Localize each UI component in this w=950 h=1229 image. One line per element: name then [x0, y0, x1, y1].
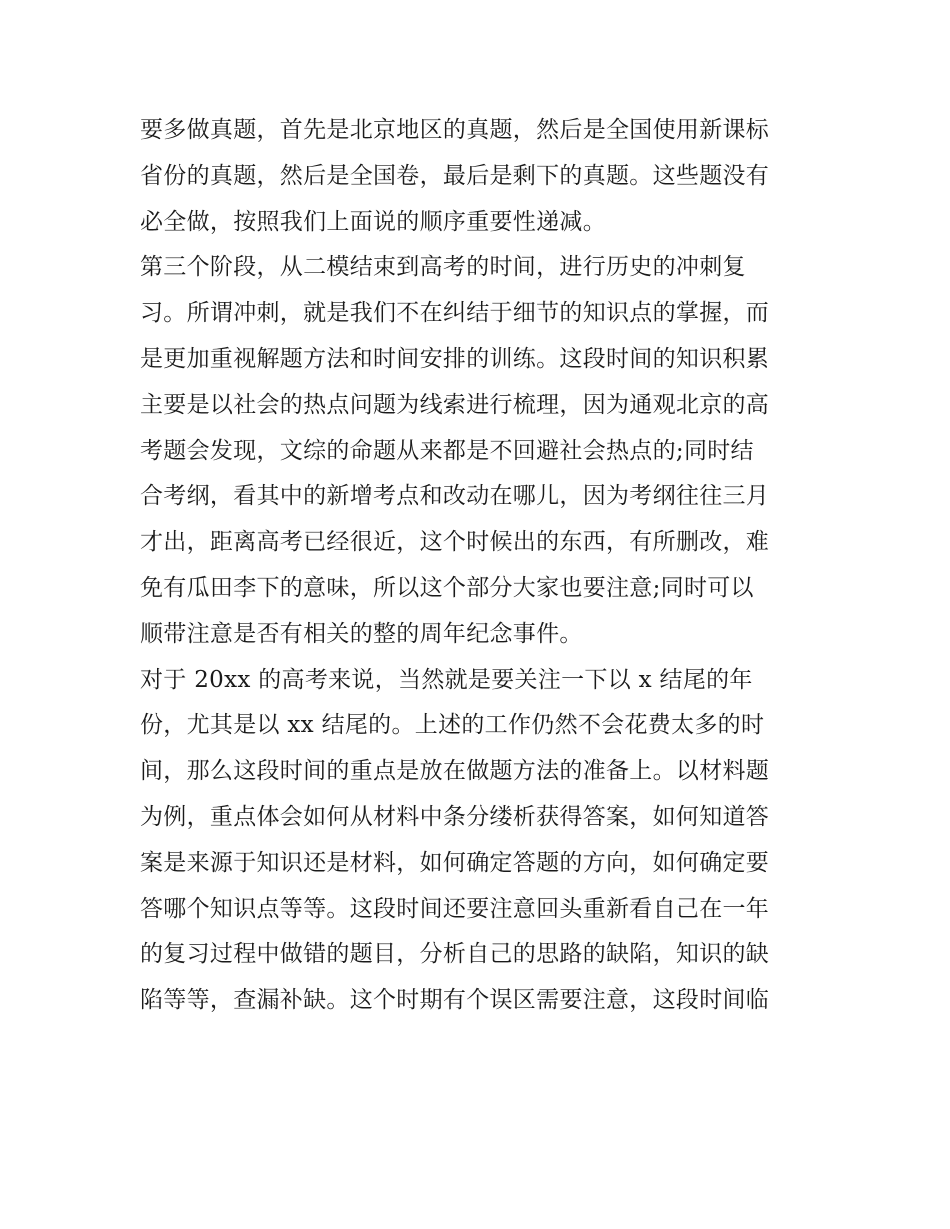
text-line: 陷等等，查漏补缺。这个时期有个误区需要注意，这段时间临 — [140, 987, 770, 1014]
text-line: 合考纲，看其中的新增考点和改动在哪儿，因为考纲往往三月 — [140, 483, 770, 510]
text-line: 顺带注意是否有相关的整的周年纪念事件。 — [140, 620, 583, 647]
text-line: 考题会发现，文综的命题从来都是不回避社会热点的;同时结 — [140, 437, 754, 464]
text-line: 要多做真题，首先是北京地区的真题，然后是全国使用新课标 — [140, 117, 770, 143]
text-line: 第三个阶段，从二模结束到高考的时间，进行历史的冲刺复 — [140, 254, 746, 281]
text-line: 必全做，按照我们上面说的顺序重要性递减。 — [140, 208, 606, 235]
text-line: 习。所谓冲刺，就是我们不在纠结于细节的知识点的掌握，而 — [140, 300, 770, 327]
text-line: 案是来源于知识还是材料，如何确定答题的方向，如何确定要 — [140, 849, 770, 876]
text-line: 才出，距离高考已经很近，这个时候出的东西，有所删改，难 — [140, 529, 770, 556]
text-line: 为例，重点体会如何从材料中条分缕析获得答案，如何知道答 — [140, 803, 770, 830]
body-text — [140, 108, 820, 1024]
text-line: 免有瓜田李下的意味，所以这个部分大家也要注意;同时可以 — [140, 574, 754, 601]
text-line: 主要是以社会的热点问题为线索进行梳理，因为通观北京的高 — [140, 391, 770, 418]
text-line: 省份的真题，然后是全国卷，最后是剩下的真题。这些题没有 — [140, 162, 770, 189]
text-line: 答哪个知识点等等。这段时间还要注意回头重新看自己在一年 — [140, 895, 770, 922]
text-line: 对于 20xx 的高考来说，当然就是要关注一下以 x 结尾的年 — [140, 666, 753, 693]
text-line: 份，尤其是以 xx 结尾的。上述的工作仍然不会花费太多的时 — [140, 712, 765, 739]
text-line: 间，那么这段时间的重点是放在做题方法的准备上。以材料题 — [140, 758, 770, 785]
text-line: 是更加重视解题方法和时间安排的训练。这段时间的知识积累 — [140, 345, 770, 372]
text-line: 的复习过程中做错的题目，分析自己的思路的缺陷，知识的缺 — [140, 941, 770, 968]
